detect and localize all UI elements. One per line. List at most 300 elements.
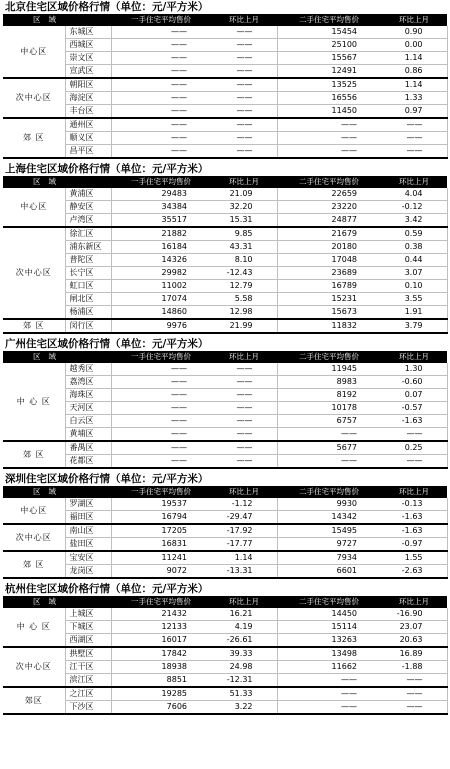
header-label: 区 [33, 597, 49, 606]
resale-change: 3.42 [381, 214, 447, 228]
resale-price: 13263 [277, 634, 381, 648]
district-name: 西湖区 [65, 634, 111, 648]
resale-change: -0.57 [381, 402, 447, 415]
new-home-change: 21.09 [211, 188, 277, 201]
new-home-change: —— [211, 389, 277, 402]
district-name: 崇文区 [65, 52, 111, 65]
resale-price: 12491 [277, 65, 381, 79]
resale-change: 3.07 [381, 267, 447, 280]
new-home-change: —— [211, 92, 277, 105]
district-name: 宣武区 [65, 65, 111, 79]
district-name: 番禺区 [65, 441, 111, 455]
table-row [3, 214, 447, 228]
group-label: 郊 区 [3, 441, 65, 468]
price-table [3, 486, 448, 579]
resale-change: 0.86 [381, 65, 447, 79]
new-home-change: —— [211, 376, 277, 389]
table-header [3, 176, 447, 188]
resale-change: -0.13 [381, 498, 447, 511]
district-name: 天河区 [65, 402, 111, 415]
header-label: 一手住宅平均售价 [111, 14, 211, 26]
header-label: 环比上月 [381, 486, 447, 498]
table-row [3, 26, 447, 39]
group-label: 次中心区 [3, 78, 65, 118]
table-row [3, 254, 447, 267]
new-home-price: 12133 [111, 621, 211, 634]
table-header [3, 14, 447, 26]
new-home-change: 16.21 [211, 608, 277, 621]
resale-price: 13525 [277, 78, 381, 92]
resale-change: 1.55 [381, 551, 447, 565]
table-row [3, 634, 447, 648]
header-district [3, 351, 111, 363]
new-home-price: —— [111, 402, 211, 415]
table-row [3, 65, 447, 79]
new-home-price: —— [111, 455, 211, 469]
district-name: 盐田区 [65, 538, 111, 552]
resale-price: —— [277, 118, 381, 132]
district-name: 卢湾区 [65, 214, 111, 228]
resale-price: 11832 [277, 319, 381, 333]
resale-price: 24877 [277, 214, 381, 228]
group-label: 次中心区 [3, 524, 65, 551]
table-row [3, 280, 447, 293]
district-name: 杨浦区 [65, 306, 111, 320]
table-row [3, 647, 447, 661]
new-home-change: -17.77 [211, 538, 277, 552]
header-label: 域 [48, 15, 64, 24]
resale-change: 0.00 [381, 39, 447, 52]
resale-price: 23689 [277, 267, 381, 280]
section-title: 深圳住宅区域价格行情（单位：元/平方米） [5, 473, 209, 485]
section-title: 北京住宅区域价格行情（单位：元/平方米） [5, 1, 209, 13]
table-row [3, 132, 447, 145]
district-name: 罗湖区 [65, 498, 111, 511]
new-home-price: —— [111, 363, 211, 376]
district-name: 普陀区 [65, 254, 111, 267]
new-home-change: -29.47 [211, 511, 277, 525]
resale-change: 1.14 [381, 52, 447, 65]
table-row [3, 455, 447, 469]
table-row [3, 293, 447, 306]
resale-change: 0.07 [381, 389, 447, 402]
resale-price: 11662 [277, 661, 381, 674]
table-row [3, 551, 447, 565]
resale-price: 15495 [277, 524, 381, 538]
new-home-price: —— [111, 145, 211, 159]
new-home-price: —— [111, 65, 211, 79]
header-label: 二手住宅平均售价 [277, 596, 381, 608]
group-label: 郊 区 [3, 551, 65, 578]
new-home-change: —— [211, 402, 277, 415]
table-row [3, 145, 447, 159]
new-home-change: 4.19 [211, 621, 277, 634]
resale-price: 22659 [277, 188, 381, 201]
district-name: 昌平区 [65, 145, 111, 159]
resale-change: 1.30 [381, 363, 447, 376]
resale-change: 1.91 [381, 306, 447, 320]
district-name: 福田区 [65, 511, 111, 525]
new-home-price: —— [111, 26, 211, 39]
price-table [3, 351, 448, 469]
table-row [3, 565, 447, 579]
resale-price: 15673 [277, 306, 381, 320]
resale-price: —— [277, 687, 381, 701]
new-home-price: 14326 [111, 254, 211, 267]
resale-price: 16789 [277, 280, 381, 293]
new-home-change: 3.22 [211, 701, 277, 715]
header-label: 区 [33, 352, 49, 361]
new-home-price: 35517 [111, 214, 211, 228]
new-home-change: —— [211, 105, 277, 119]
new-home-price: —— [111, 39, 211, 52]
table-row [3, 441, 447, 455]
new-home-change: —— [211, 441, 277, 455]
table-row [3, 389, 447, 402]
new-home-change: —— [211, 455, 277, 469]
section-title: 广州住宅区域价格行情（单位：元/平方米） [5, 338, 209, 350]
district-name: 黄埔区 [65, 428, 111, 442]
resale-price: 10178 [277, 402, 381, 415]
header-district [3, 596, 111, 608]
resale-change: —— [381, 132, 447, 145]
district-name: 之江区 [65, 687, 111, 701]
header-district [3, 14, 111, 26]
header-label: 域 [48, 177, 64, 186]
resale-change: -1.63 [381, 511, 447, 525]
resale-change: —— [381, 428, 447, 442]
table-row [3, 363, 447, 376]
table-row [3, 402, 447, 415]
new-home-price: 21882 [111, 227, 211, 241]
new-home-change: -1.12 [211, 498, 277, 511]
table-row [3, 687, 447, 701]
new-home-price: 7606 [111, 701, 211, 715]
table-row [3, 415, 447, 428]
district-name: 滨江区 [65, 674, 111, 688]
new-home-change: 12.98 [211, 306, 277, 320]
new-home-change: -13.31 [211, 565, 277, 579]
new-home-price: 11002 [111, 280, 211, 293]
new-home-change: —— [211, 363, 277, 376]
district-name: 海淀区 [65, 92, 111, 105]
new-home-price: —— [111, 92, 211, 105]
resale-change: 0.90 [381, 26, 447, 39]
resale-price: —— [277, 132, 381, 145]
new-home-price: 9072 [111, 565, 211, 579]
resale-change: -0.12 [381, 201, 447, 214]
new-home-price: 17074 [111, 293, 211, 306]
table-row [3, 188, 447, 201]
resale-change: —— [381, 145, 447, 159]
header-label: 环比上月 [211, 14, 277, 26]
resale-change: —— [381, 455, 447, 469]
new-home-price: —— [111, 52, 211, 65]
table-row [3, 701, 447, 715]
header-label: 区 [33, 177, 49, 186]
new-home-change: —— [211, 145, 277, 159]
new-home-price: 16794 [111, 511, 211, 525]
resale-price: —— [277, 701, 381, 715]
new-home-price: 16831 [111, 538, 211, 552]
table-row [3, 92, 447, 105]
resale-change: —— [381, 674, 447, 688]
resale-change: -1.63 [381, 415, 447, 428]
new-home-price: —— [111, 105, 211, 119]
header-label: 区 [33, 15, 49, 24]
new-home-price: —— [111, 415, 211, 428]
resale-change: -16.90 [381, 608, 447, 621]
resale-change: 0.44 [381, 254, 447, 267]
district-name: 南山区 [65, 524, 111, 538]
new-home-change: —— [211, 132, 277, 145]
header-label: 环比上月 [381, 351, 447, 363]
district-name: 虹口区 [65, 280, 111, 293]
header-label: 二手住宅平均售价 [277, 351, 381, 363]
new-home-change: 12.79 [211, 280, 277, 293]
resale-change: 1.14 [381, 78, 447, 92]
district-name: 东城区 [65, 26, 111, 39]
new-home-change: 21.99 [211, 319, 277, 333]
new-home-change: —— [211, 39, 277, 52]
new-home-price: 8851 [111, 674, 211, 688]
group-label: 中 心 区 [3, 363, 65, 441]
district-name: 闸北区 [65, 293, 111, 306]
resale-price: 21679 [277, 227, 381, 241]
new-home-price: 16184 [111, 241, 211, 254]
district-name: 顺义区 [65, 132, 111, 145]
table-row [3, 524, 447, 538]
resale-change: 0.10 [381, 280, 447, 293]
header-label: 一手住宅平均售价 [111, 176, 211, 188]
table-row [3, 118, 447, 132]
table-header [3, 486, 447, 498]
resale-price: 11450 [277, 105, 381, 119]
resale-change: 16.89 [381, 647, 447, 661]
group-label: 中心区 [3, 498, 65, 524]
header-label: 域 [48, 352, 64, 361]
group-label: 中 心 区 [3, 608, 65, 647]
table-row [3, 319, 447, 333]
resale-change: 1.33 [381, 92, 447, 105]
resale-price: 16556 [277, 92, 381, 105]
table-row [3, 241, 447, 254]
table-row [3, 78, 447, 92]
table-row [3, 511, 447, 525]
resale-change: —— [381, 687, 447, 701]
new-home-price: 19285 [111, 687, 211, 701]
new-home-price: —— [111, 132, 211, 145]
resale-price: —— [277, 674, 381, 688]
resale-change: -2.63 [381, 565, 447, 579]
header-label: 二手住宅平均售价 [277, 14, 381, 26]
new-home-price: —— [111, 118, 211, 132]
district-name: 下城区 [65, 621, 111, 634]
table-row [3, 306, 447, 320]
new-home-price: —— [111, 428, 211, 442]
new-home-price: 17205 [111, 524, 211, 538]
new-home-change: —— [211, 415, 277, 428]
resale-change: 20.63 [381, 634, 447, 648]
resale-price: 15567 [277, 52, 381, 65]
table-row [3, 621, 447, 634]
header-label: 环比上月 [211, 596, 277, 608]
resale-change: -0.97 [381, 538, 447, 552]
table-row [3, 105, 447, 119]
resale-price: 9727 [277, 538, 381, 552]
header-label: 环比上月 [381, 14, 447, 26]
resale-price: 14342 [277, 511, 381, 525]
table-row [3, 227, 447, 241]
new-home-change: 15.31 [211, 214, 277, 228]
new-home-change: 43.31 [211, 241, 277, 254]
new-home-change: -12.31 [211, 674, 277, 688]
table-header [3, 596, 447, 608]
section-title: 上海住宅区域价格行情（单位：元/平方米） [5, 163, 209, 175]
resale-price: 23220 [277, 201, 381, 214]
table-row [3, 661, 447, 674]
district-name: 上城区 [65, 608, 111, 621]
district-name: 黄浦区 [65, 188, 111, 201]
new-home-change: 32.20 [211, 201, 277, 214]
group-label: 次中心区 [3, 647, 65, 687]
resale-price: —— [277, 428, 381, 442]
new-home-price: 21432 [111, 608, 211, 621]
resale-price: 7934 [277, 551, 381, 565]
new-home-price: 29483 [111, 188, 211, 201]
new-home-change: -17.92 [211, 524, 277, 538]
header-label: 一手住宅平均售价 [111, 596, 211, 608]
new-home-price: —— [111, 389, 211, 402]
new-home-change: 8.10 [211, 254, 277, 267]
group-label: 郊 区 [3, 319, 65, 333]
new-home-change: -26.61 [211, 634, 277, 648]
table-row [3, 376, 447, 389]
district-name: 海珠区 [65, 389, 111, 402]
group-label: 中心区 [3, 26, 65, 78]
resale-price: —— [277, 455, 381, 469]
resale-price: 5677 [277, 441, 381, 455]
district-name: 江干区 [65, 661, 111, 674]
table-row [3, 674, 447, 688]
table-row [3, 538, 447, 552]
district-name: 朝阳区 [65, 78, 111, 92]
resale-change: 3.55 [381, 293, 447, 306]
new-home-change: 1.14 [211, 551, 277, 565]
group-label: 郊 区 [3, 118, 65, 158]
new-home-price: 17842 [111, 647, 211, 661]
table-row [3, 201, 447, 214]
district-name: 拱墅区 [65, 647, 111, 661]
header-label: 域 [48, 487, 64, 496]
new-home-change: -12.43 [211, 267, 277, 280]
table-row [3, 267, 447, 280]
new-home-price: 34384 [111, 201, 211, 214]
price-table [3, 176, 448, 334]
district-name: 浦东新区 [65, 241, 111, 254]
resale-change: 3.79 [381, 319, 447, 333]
resale-price: 8192 [277, 389, 381, 402]
new-home-change: 51.33 [211, 687, 277, 701]
new-home-price: 18938 [111, 661, 211, 674]
resale-change: 23.07 [381, 621, 447, 634]
new-home-price: 16017 [111, 634, 211, 648]
resale-price: 6757 [277, 415, 381, 428]
district-name: 丰台区 [65, 105, 111, 119]
resale-price: 20180 [277, 241, 381, 254]
table-header [3, 351, 447, 363]
district-name: 通州区 [65, 118, 111, 132]
resale-change: —— [381, 118, 447, 132]
header-label: 一手住宅平均售价 [111, 486, 211, 498]
district-name: 下沙区 [65, 701, 111, 715]
new-home-change: —— [211, 428, 277, 442]
header-label: 环比上月 [211, 486, 277, 498]
header-label: 环比上月 [211, 351, 277, 363]
district-name: 荔湾区 [65, 376, 111, 389]
district-name: 宝安区 [65, 551, 111, 565]
resale-change: -1.88 [381, 661, 447, 674]
new-home-price: 14860 [111, 306, 211, 320]
resale-change: -1.63 [381, 524, 447, 538]
resale-change: 0.25 [381, 441, 447, 455]
header-label: 环比上月 [211, 176, 277, 188]
header-label: 区 [33, 487, 49, 496]
resale-change: 0.38 [381, 241, 447, 254]
resale-price: 15114 [277, 621, 381, 634]
group-label: 次中心区 [3, 227, 65, 319]
header-label: 二手住宅平均售价 [277, 486, 381, 498]
header-district [3, 176, 111, 188]
resale-price: 11945 [277, 363, 381, 376]
district-name: 静安区 [65, 201, 111, 214]
table-row [3, 498, 447, 511]
new-home-change: —— [211, 65, 277, 79]
new-home-change: 39.33 [211, 647, 277, 661]
new-home-change: —— [211, 118, 277, 132]
resale-price: 6601 [277, 565, 381, 579]
new-home-price: —— [111, 376, 211, 389]
district-name: 闵行区 [65, 319, 111, 333]
group-label: 郊区 [3, 687, 65, 714]
new-home-price: 11241 [111, 551, 211, 565]
resale-price: 14450 [277, 608, 381, 621]
district-name: 龙岗区 [65, 565, 111, 579]
header-district [3, 486, 111, 498]
new-home-price: 9976 [111, 319, 211, 333]
resale-price: 15454 [277, 26, 381, 39]
new-home-price: 29982 [111, 267, 211, 280]
new-home-price: —— [111, 441, 211, 455]
new-home-change: —— [211, 52, 277, 65]
new-home-price: —— [111, 78, 211, 92]
district-name: 花都区 [65, 455, 111, 469]
price-table [3, 14, 448, 159]
header-label: 环比上月 [381, 176, 447, 188]
table-row [3, 52, 447, 65]
table-row [3, 39, 447, 52]
district-name: 西城区 [65, 39, 111, 52]
header-label: 一手住宅平均售价 [111, 351, 211, 363]
resale-change: -0.60 [381, 376, 447, 389]
new-home-change: —— [211, 26, 277, 39]
price-table [3, 596, 448, 715]
table-row [3, 608, 447, 621]
resale-price: 25100 [277, 39, 381, 52]
resale-change: 4.04 [381, 188, 447, 201]
header-label: 环比上月 [381, 596, 447, 608]
resale-price: —— [277, 145, 381, 159]
